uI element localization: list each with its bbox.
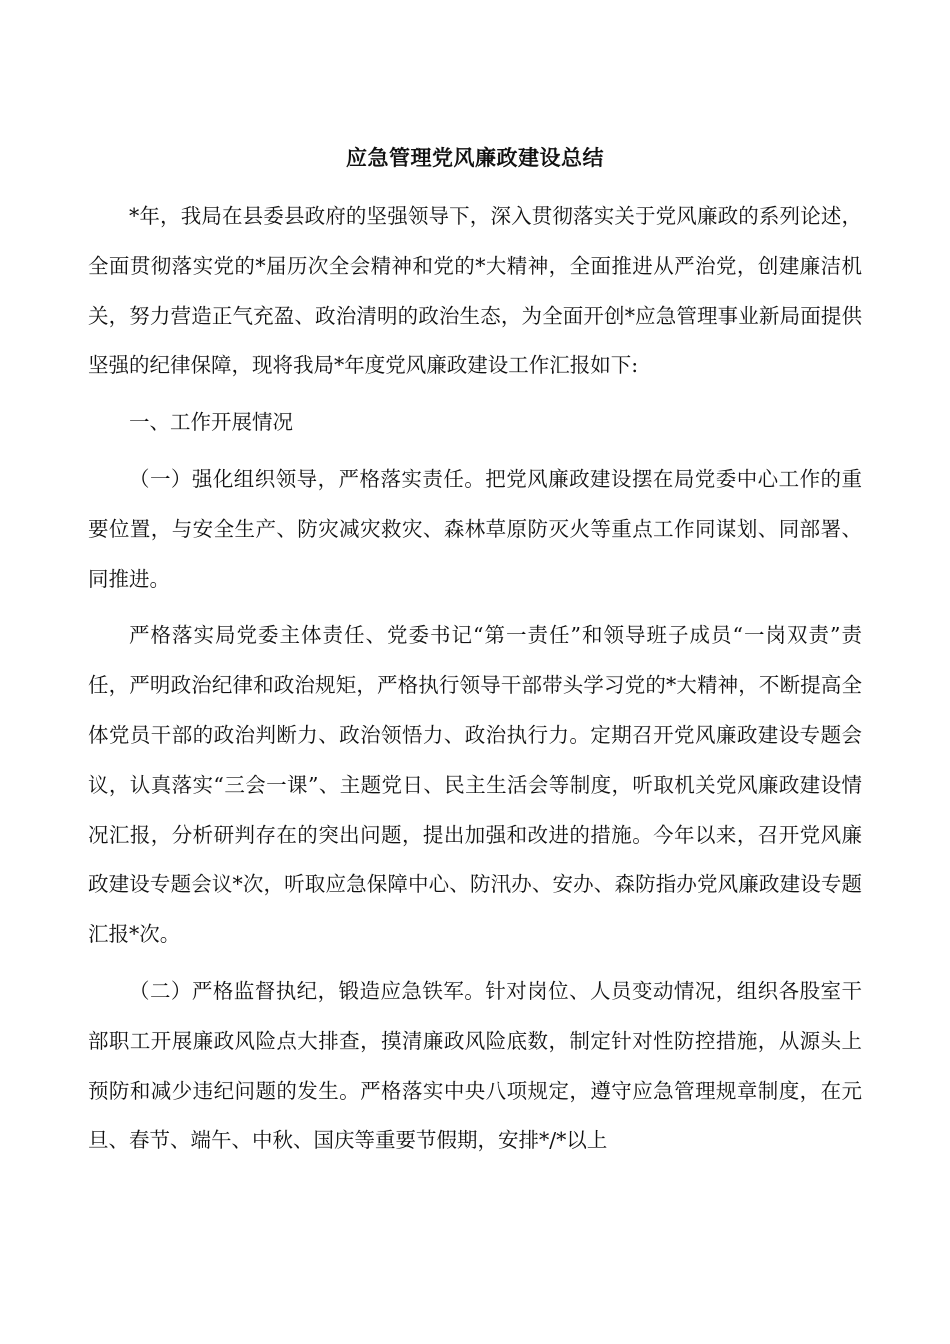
paragraph-supervision: （二）严格监督执纪，锻造应急铁军。针对岗位、人员变动情况，组织各股室干部职工开展廉政风险点大排查，摸清廉政风险底数，制定针对性防控措施，从源头上预防和减少违纪问题的发生。严格落实中央八项规定，遵守应急管理规章制度，在元旦、春节、端午、中秋、国庆等重要节假期，安排*/*以上: [88, 978, 862, 1153]
paragraph-intro: *年，我局在县委县政府的坚强领导下，深入贯彻落实关于党风廉政的系列论述，全面贯彻落实党的*届历次全会精神和党的*大精神，全面推进从严治党，创建廉洁机关，努力营造正气充盈、政治清明的政治生态，为全面开创*应急管理事业新局面提供坚强的纪律保障，现将我局*年度党风廉政建设工作汇报如下:: [88, 204, 862, 378]
paragraph-responsibility: 严格落实局党委主体责任、党委书记“第一责任”和领导班子成员“一岗双责”责任，严明政治纪律和政治规矩，严格执行领导干部带头学习党的*大精神，不断提高全体党员干部的政治判断力、政治领悟力、政治执行力。定期召开党风廉政建设专题会议，认真落实“三会一课”、主题党日、民主生活会等制度，听取机关党风廉政建设情况汇报，分析研判存在的突出问题，提出加强和改进的措施。今年以来，召开党风廉政建设专题会议*次，听取应急保障中心、防汛办、安办、森防指办党风廉政建设专题汇报*次。: [88, 623, 862, 947]
document-title: 应急管理党风廉政建设总结: [346, 145, 604, 170]
section-heading-work: 一、工作开展情况: [129, 410, 293, 435]
paragraph-organization: （一）强化组织领导，严格落实责任。把党风廉政建设摆在局党委中心工作的重要位置，与安全生产、防灾减灾救灾、森林草原防灭火等重点工作同谋划、同部署、同推进。: [88, 466, 862, 591]
document-body: [88, 192, 862, 1166]
